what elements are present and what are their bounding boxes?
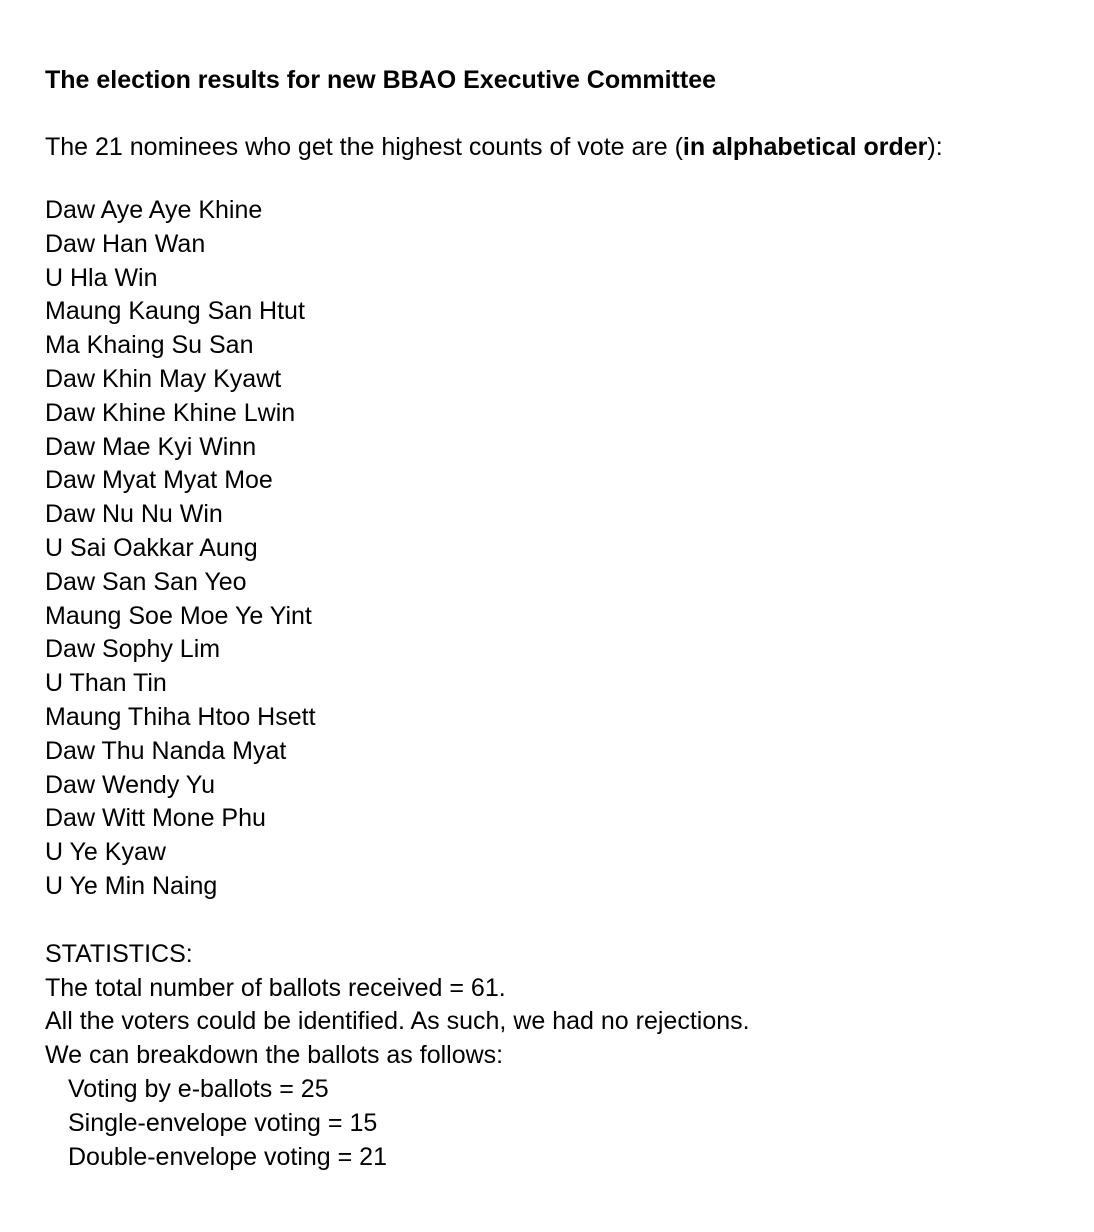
nominee-item: Daw Thu Nanda Myat xyxy=(45,736,287,765)
nominee-item: Daw Han Wan xyxy=(45,229,206,258)
nominee-item: Daw Wendy Yu xyxy=(45,770,216,799)
nominee-item: U Ye Min Naing xyxy=(45,871,218,900)
nominee-list xyxy=(45,194,1065,904)
nominee-item: U Sai Oakkar Aung xyxy=(45,533,258,562)
breakdown-intro-text: We can breakdown the ballots as follows: xyxy=(45,1041,504,1070)
nominee-item: Daw Khin May Kyawt xyxy=(45,364,282,393)
ballot-breakdown-item: Voting by e-ballots = 25 xyxy=(68,1074,329,1103)
ballot-breakdown-item: Single-envelope voting = 15 xyxy=(68,1108,378,1137)
document-page xyxy=(45,60,1065,1174)
statistics-section xyxy=(45,938,1065,1175)
intro-bold-text: in alphabetical order xyxy=(682,133,928,161)
ballot-breakdown-item: Double-envelope voting = 21 xyxy=(68,1142,387,1171)
nominee-item: Maung Kaung San Htut xyxy=(45,297,305,326)
nominee-item: Daw Mae Kyi Winn xyxy=(45,432,257,461)
nominee-item: Maung Soe Moe Ye Yint xyxy=(45,601,312,630)
nominee-item: Daw Sophy Lim xyxy=(45,635,221,664)
nominee-item: Daw San San Yeo xyxy=(45,567,247,596)
intro-text-after: ): xyxy=(927,133,943,161)
total-ballots-text: The total number of ballots received = 61. xyxy=(45,973,506,1002)
intro-paragraph xyxy=(45,127,1065,167)
nominee-item: Daw Myat Myat Moe xyxy=(45,466,273,495)
statistics-heading: STATISTICS: xyxy=(45,939,193,968)
document-title: The election results for new BBAO Executive Committee xyxy=(45,66,716,94)
nominee-item: Daw Witt Mone Phu xyxy=(45,804,266,833)
nominee-item: Daw Aye Aye Khine xyxy=(45,196,263,224)
nominee-item: U Hla Win xyxy=(45,263,158,292)
voter-identification-text: All the voters could be identified. As such, we had no rejections. xyxy=(45,1007,750,1036)
nominee-item: Maung Thiha Htoo Hsett xyxy=(45,702,316,731)
nominee-item: U Ye Kyaw xyxy=(45,838,166,867)
intro-text-before: The 21 nominees who get the highest counts of vote are ( xyxy=(45,133,683,161)
nominee-item: Ma Khaing Su San xyxy=(45,331,254,360)
nominee-item: Daw Nu Nu Win xyxy=(45,500,223,529)
nominee-item: Daw Khine Khine Lwin xyxy=(45,398,296,427)
nominee-item: U Than Tin xyxy=(45,669,167,698)
